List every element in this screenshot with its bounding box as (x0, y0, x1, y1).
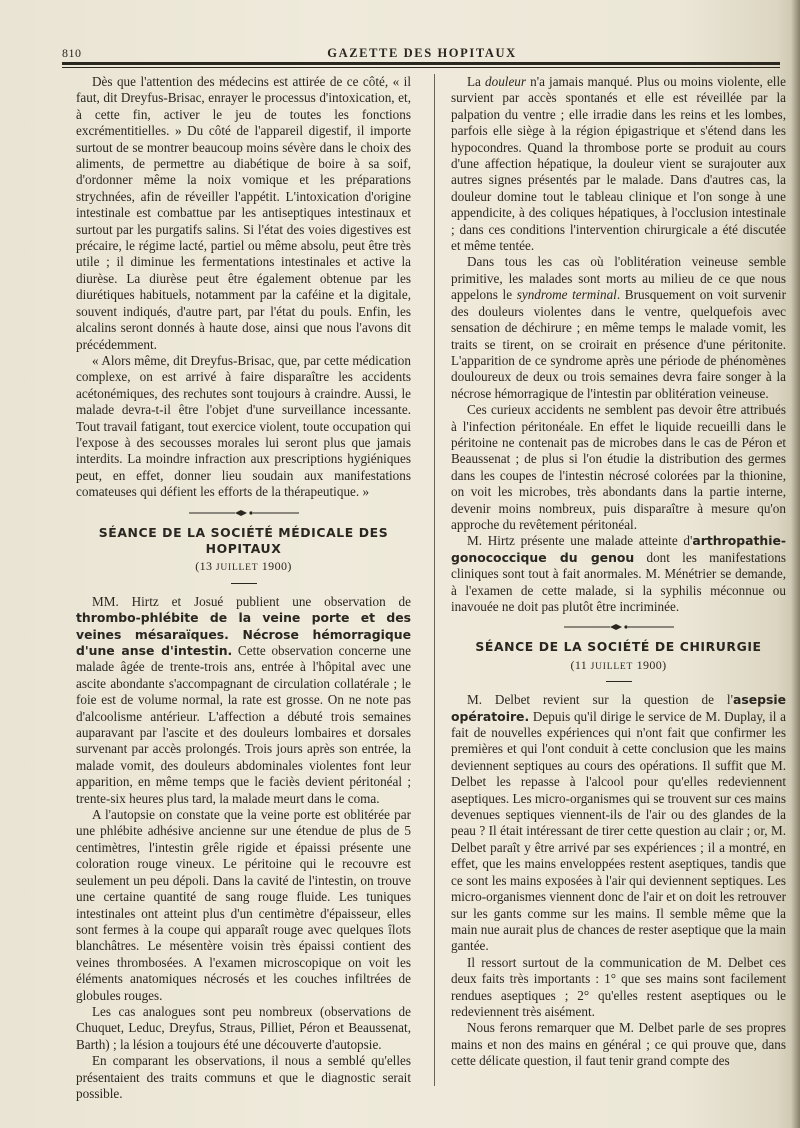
paragraph: En comparant les observations, il nous a semblé qu'elles présentaient des traits communs et que le diagnostic serait possible. (76, 1053, 411, 1101)
ornament-divider (564, 623, 674, 631)
page-number: 810 (62, 46, 82, 60)
section-date (451, 657, 786, 675)
text-run: Dans tous les cas où l'oblitération veineuse semble primitive, les malades sont morts au milieu de ce que nous appelons le (451, 254, 786, 303)
column-divider (434, 74, 435, 1086)
text-run: . Brusquement on voit survenir des douleurs violentes dans le ventre, quelquefois avec sensation de déchirure ; en même temps le malade vomit, les traits se tirent, on se croirait en présence d'une péritonite. L'apparition de ce syndrome après une période de phénomènes douloureux de deux ou trois semaines devra faire songer à la nécrose hémorragique de l'intestin par oblitération veineuse. (451, 287, 786, 401)
text-run: Depuis qu'il dirige le service de M. Duplay, il a fait de nouvelles expériences qui n'ont fait que confirmer les premières et qui l'ont conduit à cette conclusion que les mains deviennent septiques au cours des opérations. Il suffit que M. Delbet les repasse à l'alcool pour qu'elles redeviennent aseptiques. Les micro-organismes qui se trouvent sur ces mains devenues septiques viennent-ils de l'air ou des glandes de la peau ? Il était intéressant de tirer cette question au clair ; or, M. Delbet paraît y être arrivé par ses expériences ; il a montré, en effet, que les mains enveloppées restent aseptiques, tandis que ce sont les mains exposées à l'air qui deviennent septiques. Les micro-organismes viennent donc de l'air et on doit les retrouver sur les gants comme sur les mains. Il semble même que la main nue aurait plus de chances de rester aseptique que la main gantée. (451, 708, 786, 954)
bold-topic: arthropathie-gonococcique du genou (451, 533, 786, 565)
bold-topic: asepsie opératoire. (451, 692, 786, 724)
text-run: M. Delbet revient sur la question de l' (467, 692, 733, 708)
text-run: dont les manifestations cliniques sont tout à fait anormales. M. Ménétrier se demande, à l'examen de cette malade, si la syphilis méconnue ou inavouée ne doit pas plutôt être incriminée. (451, 549, 786, 614)
italic-term: syndrome terminal (516, 287, 617, 303)
paragraph (451, 692, 786, 955)
journal-title: GAZETTE DES HOPITAUX (327, 46, 517, 60)
section-title-medicale: SÉANCE DE LA SOCIÉTÉ MÉDICALE DES HOPITAUX (98, 524, 389, 556)
page-edge-shadow (791, 0, 800, 1128)
text-run: n'a jamais manqué. Plus ou moins violente, elle survient par accès spontanés et elle est réveillée par la palpation du ventre ; elle irradie dans les reins et les lombes, parfois elle siège à la région épigastrique et s'étend dans les hypocondres. Quand la thrombose porte se produit au cours d'une affection hépatique, la douleur vient se surajouter aux autres signes présentés par le malade. Dans d'autres cas, la douleur domine tout le tableau clinique et l'on songe à une appendicite, à des coliques hépatiques, à l'occlusion intestinale ; dans ces conditions l'intervention chirurgicale a été discutée et même tentée. (451, 74, 786, 254)
header-rule-thin (62, 67, 780, 68)
short-rule (606, 681, 632, 682)
right-column (451, 74, 786, 1070)
ornament-divider (189, 509, 299, 517)
date-day: (13 (195, 559, 213, 574)
text-run: M. Hirtz présente une malade atteinte d' (467, 533, 693, 549)
paragraph: A l'autopsie on constate que la veine porte est oblitérée par une phlébite adhésive ancienne sur une étendue de plus de 5 centimètres, l'intestin grêle rigide et épaissi présente une coloration rouge vineux. Le péritoine qui le recouvre est seulement un peu dépoli. Dans la cavité de l'intestin, on trouve une certaine quantité de sang rouge fluide. Les tuniques intestinales ont atteint plus d'un centimètre d'épaisseur, elles sont fermes à la coupe qui apparaît rouge avec quelques îlots blanchâtres. Le mésentère voisin très épaissi contient des veines thrombosées. A l'examen microscopique on voit les éléments anatomiques nécrosés et les couches infiltrées de globules rouges. (76, 807, 411, 1003)
paragraph (76, 594, 411, 807)
text-run: La (467, 74, 485, 89)
section-title-chirurgie: SÉANCE DE LA SOCIÉTÉ DE CHIRURGIE (475, 639, 762, 655)
paragraph: « Alors même, dit Dreyfus-Brisac, que, par cette médication complexe, on est arrivé à faire disparaître les accidents acétonémiques, des rechutes sont toujours à craindre. Aussi, le malade devra-t-il être l'objet d'une surveillance incessante. Tout travail fatigant, tout exercice violent, toute occupation qui l'expose à des secousses morales lui seront plus que jamais interdits. La moindre infraction aux prescriptions hygiéniques peut, en effet, donner lieu soudain aux manifestations comateuses qui défient les efforts de la thérapeutique. » (76, 352, 411, 500)
left-column (76, 74, 411, 1102)
paragraph: Nous ferons remarquer que M. Delbet parle de ses propres mains et non des mains en général ; ce qui prouve que, dans cette délicate question, il faut tenir grand compte des (451, 1020, 786, 1069)
italic-term: douleur (485, 74, 527, 89)
date-month: JUILLET (215, 563, 259, 574)
section-date (76, 558, 411, 576)
bold-topic: thrombo-phlébite de la veine porte et des veines mésaraïques. Nécrose hémorragique d'une anse d'intestin. (76, 610, 411, 658)
paragraph (451, 74, 786, 254)
paragraph: Les cas analogues sont peu nombreux (observations de Chuquet, Leduc, Dreyfus, Straus, Pilliet, Péron et Beaussenat, Barth) ; la lésion a toujours été une découverte d'autopsie. (76, 1003, 411, 1052)
paragraph: Ces curieux accidents ne semblent pas devoir être attribués à l'infection péritonéale. En effet le liquide recueilli dans le péritoine ne contenait pas de microbes dans le cas de Péron et Beaussenat ; de plus si l'on étudie la distribution des germes dans les coupes de l'intestin nécrosé colorées par la thionine, on voit les microbes, très abondants dans la partie interne, devenir moins nombreux, puis disparaître à mesure qu'on approche du revêtement péritonéal. (451, 402, 786, 532)
paragraph: Dès que l'attention des médecins est attirée de ce côté, « il faut, dit Dreyfus-Brisac, enrayer le processus d'intoxication, et, à cette fin, activer le jeu de toutes les fonctions excrémentitielles. » Du côté de l'appareil digestif, il importe surtout de se montrer beaucoup moins sévère dans le choix des aliments, de permettre au diabétique de boire à sa soif, d'ordonner même la noix vomique et les préparations strychnées, afin de réveiller l'appétit. L'intoxication d'origine intestinale est combattue par les antiseptiques intestinaux et surtout par les purgatifs salins. Si l'état des voies digestives est précaire, le régime lacté, partiel ou même absolu, peut être très utile ; il diminue les fermentations intestinales et active la diurèse. La diurèse peut être également obtenue par les diurétiques habituels, notamment par la caféine et la digitale, souvent indiqués, d'autre part, par l'état du pouls. Enfin, les alcalins seront donnés à haute dose, ainsi que nous l'avons dit précédemment. (76, 74, 411, 352)
paragraph (451, 533, 786, 615)
date-month: JUILLET (590, 661, 634, 672)
paragraph (451, 254, 786, 402)
text-run: Cette observation concerne une malade âgée de trente-trois ans, entrée à l'hôpital avec une ascite abondante s'accompagnant de circulation collatérale ; le foie est de volume normal, la rate est grosse. On ne note pas d'alcoolisme antérieur. L'affection a débuté trois semaines auparavant par l'ascite et des douleurs lombaires et dorsales survenant par accès prolongés. Trois jours après son entrée, la malade vomit, des douleurs abdominales violentes font leur apparition, en même temps que le faciès devient péritonéal ; trente-six heures plus tard, la malade meurt dans le coma. (76, 643, 411, 806)
text-run: MM. Hirtz et Josué publient une observation de (92, 593, 411, 609)
paragraph: Il ressort surtout de la communication de M. Delbet ces deux faits très importants : 1° que ses mains sont facilement rendues aseptiques ; 2° qu'elles restent aseptiques ou le redeviennent très aisément. (451, 954, 786, 1019)
date-day: (11 (570, 657, 588, 672)
date-year: 1900) (261, 559, 292, 574)
short-rule (231, 583, 257, 584)
date-year: 1900) (636, 657, 667, 672)
header-rule-thick (62, 62, 780, 65)
